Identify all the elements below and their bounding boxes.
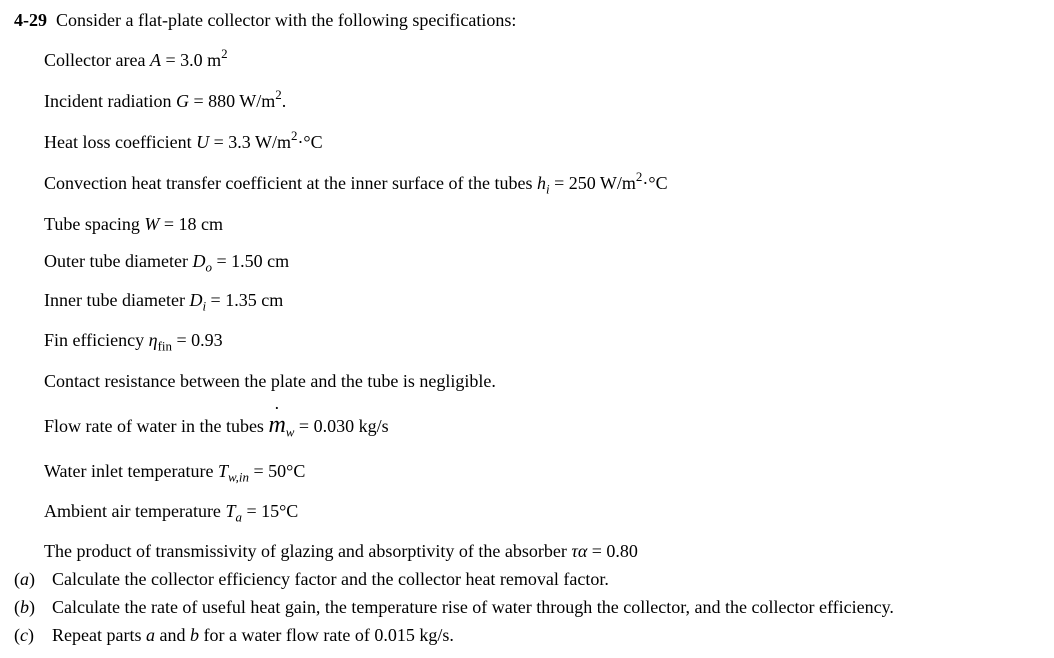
part-label: (b): [14, 597, 35, 617]
spec-heat-loss-coefficient: Heat loss coefficient U = 3.3 $W/m^2\cdot^\circ C$: [44, 127, 323, 152]
spec-tube-spacing: Tube spacing W = 18 cm: [44, 214, 223, 234]
spec-flow-rate: Flow rate of water in the tubes m $˙_w = 0.030$ kg/s: [44, 413, 389, 437]
problem-header: [14, 11, 516, 29]
spec-convection-coefficient: Convection heat transfer coefficient at the inner surface of the tubes $h_i = 250$ $W/m^2\cdot^\circ C$: [44, 168, 668, 197]
mass-flow-symbol: m ˙: [268, 412, 285, 438]
part-c: [14, 626, 454, 644]
spec-transmissivity-absorptivity: The product of transmissivity of glazing and absorptivity of the absorber τα = 0.80: [44, 541, 638, 561]
part-text: Calculate the rate of useful heat gain, the temperature rise of water through the collector, and the collector efficiency.: [52, 597, 894, 617]
spec-ambient-temperature: Ambient air temperature $T_a = 15^\circ C$: [44, 501, 299, 525]
spec-outer-diameter: Outer tube diameter $D_o = 1.50$ cm: [44, 251, 290, 275]
spec-inlet-temperature: Water inlet temperature $T_{w,in} = 50^\circ C$: [44, 461, 306, 485]
spec-fin-efficiency: Fin efficiency $\eta_{fin} = 0.93$: [44, 330, 223, 354]
part-text: Repeat parts a and b for a water flow rate of 0.015 kg/s.: [52, 625, 454, 645]
spec-incident-radiation: Incident radiation G = 880 $W/m^2$.: [44, 86, 287, 111]
part-label: (a): [14, 569, 35, 589]
part-b: [14, 598, 894, 616]
part-a: [14, 570, 609, 588]
part-text: Calculate the collector efficiency factor and the collector heat removal factor.: [52, 569, 609, 589]
spec-contact-resistance: Contact resistance between the plate and the tube is negligible.: [44, 371, 496, 391]
spec-inner-diameter: Inner tube diameter $D_i = 1.35$ cm: [44, 290, 284, 314]
part-label: (c): [14, 625, 34, 645]
problem-intro: Consider a flat-plate collector with the following specifications:: [56, 10, 517, 30]
spec-collector-area: Collector area A = 3.0 $m^2$: [44, 45, 228, 70]
problem-number: 4-29: [14, 10, 47, 30]
